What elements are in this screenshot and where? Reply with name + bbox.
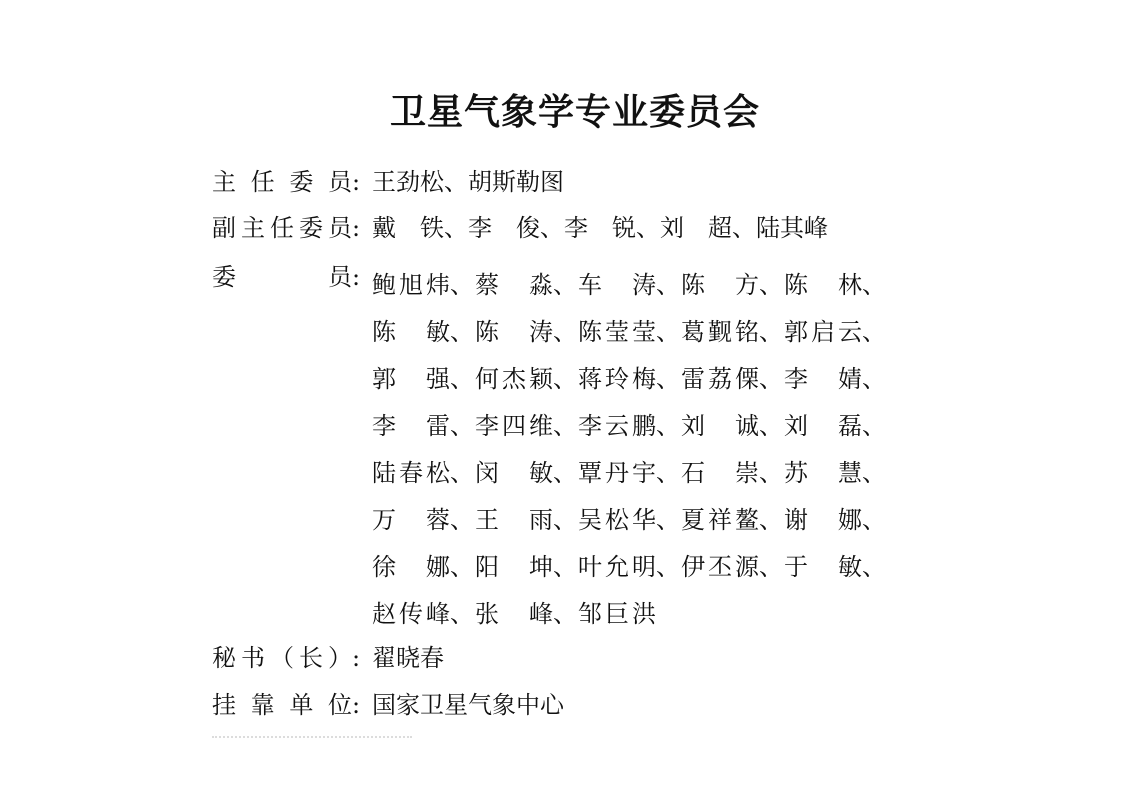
host-unit-label: 挂靠单位 <box>212 691 352 719</box>
member-name: 刘 磊 <box>784 412 862 440</box>
member-name: 陈 敏 <box>372 318 450 346</box>
member-name: 伊丕源 <box>681 553 759 581</box>
member-name: 李 雷 <box>372 412 450 440</box>
members-list <box>372 262 887 638</box>
name-separator: 、 <box>759 459 783 487</box>
member-name: 陈 方 <box>681 271 759 299</box>
member-name: 李四维 <box>475 412 553 440</box>
director-label: 主任委员 <box>212 168 352 196</box>
member-name: 葛觐铭 <box>681 318 759 346</box>
host-unit-value: 国家卫星气象中心 <box>372 691 564 719</box>
page-cutoff-edge <box>212 736 412 746</box>
member-name: 万 蓉 <box>372 506 450 534</box>
members-line <box>372 403 887 450</box>
name-separator: 、 <box>656 553 680 581</box>
name-separator: 、 <box>553 412 577 440</box>
name-separator: 、 <box>862 553 886 581</box>
name-separator: 、 <box>553 553 577 581</box>
member-name: 王 雨 <box>475 506 553 534</box>
host-unit-colon: : <box>352 691 361 719</box>
name-separator: 、 <box>759 412 783 440</box>
member-name: 陈 涛 <box>475 318 553 346</box>
member-name: 吴松华 <box>578 506 656 534</box>
name-separator: 、 <box>759 318 783 346</box>
name-separator: 、 <box>759 365 783 393</box>
member-name: 于 敏 <box>784 553 862 581</box>
member-name: 谢 娜 <box>784 506 862 534</box>
name-separator: 、 <box>862 412 886 440</box>
deputy-director-label: 副主任委员 <box>212 214 352 242</box>
name-separator: 、 <box>450 365 474 393</box>
host-unit-row <box>212 690 564 720</box>
member-name: 邹巨洪 <box>578 600 656 628</box>
secretary-label: 秘书（长） <box>212 644 352 672</box>
members-line <box>372 356 887 403</box>
member-name: 覃丹宇 <box>578 459 656 487</box>
name-separator: 、 <box>553 506 577 534</box>
name-separator: 、 <box>553 318 577 346</box>
name-separator: 、 <box>553 271 577 299</box>
members-line <box>372 544 887 591</box>
member-name: 何杰颖 <box>475 365 553 393</box>
name-separator: 、 <box>450 271 474 299</box>
name-separator: 、 <box>553 365 577 393</box>
member-name: 蔡 淼 <box>475 271 553 299</box>
member-name: 车 涛 <box>578 271 656 299</box>
member-name: 阳 坤 <box>475 553 553 581</box>
name-separator: 、 <box>450 412 474 440</box>
name-separator: 、 <box>656 271 680 299</box>
members-line <box>372 309 887 356</box>
name-separator: 、 <box>553 459 577 487</box>
director-value: 王劲松、胡斯勒图 <box>372 168 564 196</box>
name-separator: 、 <box>759 506 783 534</box>
member-name: 刘 诚 <box>681 412 759 440</box>
name-separator: 、 <box>759 553 783 581</box>
name-separator: 、 <box>450 600 474 628</box>
name-separator: 、 <box>862 318 886 346</box>
member-name: 李 婧 <box>784 365 862 393</box>
members-label: 委员 <box>212 263 352 291</box>
name-separator: 、 <box>759 271 783 299</box>
member-name: 张 峰 <box>475 600 553 628</box>
name-separator: 、 <box>656 365 680 393</box>
secretary-colon: : <box>352 644 361 672</box>
members-colon: : <box>352 263 361 291</box>
members-label-row <box>212 262 372 292</box>
name-separator: 、 <box>553 600 577 628</box>
members-line <box>372 262 887 309</box>
member-name: 雷荔傈 <box>681 365 759 393</box>
name-separator: 、 <box>450 318 474 346</box>
director-colon: : <box>352 168 361 196</box>
name-separator: 、 <box>450 459 474 487</box>
secretary-value: 翟晓春 <box>372 644 444 672</box>
name-separator: 、 <box>862 271 886 299</box>
page-title: 卫星气象学专业委员会 <box>389 91 760 133</box>
member-name: 陆春松 <box>372 459 450 487</box>
name-separator: 、 <box>862 506 886 534</box>
name-separator: 、 <box>656 506 680 534</box>
member-name: 陈莹莹 <box>578 318 656 346</box>
deputy-director-colon: : <box>352 214 361 242</box>
member-name: 陈 林 <box>784 271 862 299</box>
name-separator: 、 <box>450 506 474 534</box>
name-separator: 、 <box>862 365 886 393</box>
deputy-director-value: 戴 铁、李 俊、李 锐、刘 超、陆其峰 <box>372 214 828 242</box>
deputy-director-row <box>212 213 828 243</box>
name-separator: 、 <box>656 318 680 346</box>
member-name: 夏祥鳌 <box>681 506 759 534</box>
member-name: 苏 慧 <box>784 459 862 487</box>
secretary-row <box>212 643 444 673</box>
name-separator: 、 <box>656 412 680 440</box>
director-row <box>212 167 564 197</box>
member-name: 郭 强 <box>372 365 450 393</box>
member-name: 蒋玲梅 <box>578 365 656 393</box>
member-name: 赵传峰 <box>372 600 450 628</box>
member-name: 徐 娜 <box>372 553 450 581</box>
members-line <box>372 450 887 497</box>
name-separator: 、 <box>656 459 680 487</box>
member-name: 叶允明 <box>578 553 656 581</box>
member-name: 闵 敏 <box>475 459 553 487</box>
member-name: 石 崇 <box>681 459 759 487</box>
name-separator: 、 <box>862 459 886 487</box>
members-line <box>372 591 887 638</box>
name-separator: 、 <box>450 553 474 581</box>
member-name: 李云鹏 <box>578 412 656 440</box>
members-line <box>372 497 887 544</box>
member-name: 郭启云 <box>784 318 862 346</box>
member-name: 鲍旭炜 <box>372 271 450 299</box>
